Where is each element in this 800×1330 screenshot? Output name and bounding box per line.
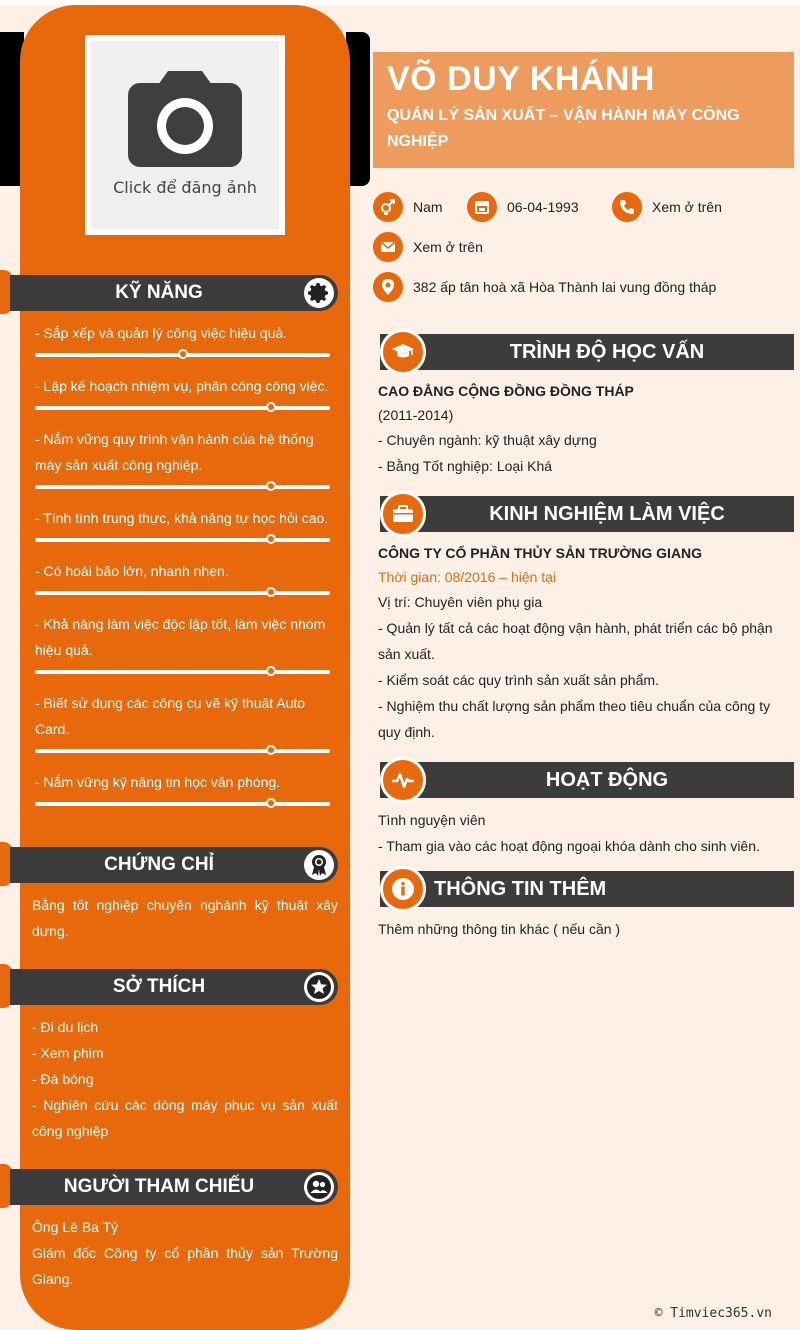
references-title: NGƯỜI THAM CHIẾU bbox=[63, 1176, 255, 1197]
gender-icon bbox=[373, 192, 403, 222]
email-icon bbox=[373, 232, 403, 262]
candidate-name: VÕ DUY KHÁNH bbox=[387, 60, 655, 98]
skill-level-knob[interactable] bbox=[266, 745, 276, 755]
skill-item: - Nắm vững kỹ năng tin học văn phòng. bbox=[35, 774, 281, 790]
hobby-item: - Xem phim bbox=[32, 1045, 104, 1061]
certificate-text: Bằng tốt nghiệp chuyên nghành kỹ thuật xây dựng. bbox=[32, 897, 338, 939]
certificates-heading bbox=[10, 847, 338, 883]
experience-period: Thời gian: 08/2016 – hiện tại bbox=[378, 569, 557, 585]
skill-level-bar bbox=[35, 538, 330, 542]
experience-position: Vị trí: Chuyên viên phụ gia bbox=[378, 594, 543, 610]
camera-icon bbox=[128, 69, 242, 169]
avatar-upload[interactable] bbox=[85, 35, 285, 235]
upload-photo-label[interactable]: Click để đăng ảnh bbox=[113, 178, 257, 197]
skill-level-bar bbox=[35, 406, 330, 410]
additional-text: Thêm những thông tin khác ( nếu cần ) bbox=[378, 921, 621, 937]
activities-role: Tình nguyện viên bbox=[378, 812, 486, 828]
reference-name: Ông Lê Ba Tỷ bbox=[32, 1219, 119, 1235]
skill-level-knob[interactable] bbox=[266, 587, 276, 597]
education-heading: TRÌNH ĐỘ HỌC VẤN bbox=[380, 334, 794, 370]
skill-level-bar bbox=[35, 670, 330, 674]
address-value: 382 ấp tân hoà xã Hòa Thành lai vung đồng tháp bbox=[413, 279, 717, 295]
additional-heading: THÔNG TIN THÊM bbox=[380, 871, 794, 907]
skill-item: - Lập kế hoạch nhiệm vụ, phân công công việc. bbox=[35, 378, 329, 394]
skill-item: - Khả năng làm việc độc lập tốt, làm việc nhóm hiệu quả. bbox=[35, 616, 326, 658]
activities-detail: - Tham gia vào các hoạt động ngoại khóa dành cho sinh viên. bbox=[378, 838, 760, 854]
hobbies-heading bbox=[10, 969, 338, 1005]
skill-level-bar bbox=[35, 485, 330, 489]
skill-level-knob[interactable] bbox=[266, 666, 276, 676]
experience-company: CÔNG TY CỔ PHẦN THỦY SẢN TRƯỜNG GIANG bbox=[378, 545, 703, 561]
skill-item: - Có hoài bão lớn, nhanh nhẹn. bbox=[35, 563, 229, 579]
pulse-icon bbox=[380, 757, 426, 803]
experience-duty: - Quản lý tất cả các hoạt động vận hành, phát triển các bộ phận sản xuất. bbox=[378, 620, 773, 662]
certificates-title: CHỨNG CHỈ bbox=[104, 854, 214, 875]
hobby-item: - Đá bóng bbox=[32, 1071, 94, 1087]
experience-duty: - Nghiệm thu chất lượng sản phẩm theo tiêu chuẩn của công ty quy định. bbox=[378, 698, 771, 740]
info-icon bbox=[380, 866, 426, 912]
skill-level-knob[interactable] bbox=[178, 349, 188, 359]
education-period: (2011-2014) bbox=[378, 407, 454, 423]
skill-item: - Tính tình trung thực, khả năng tự học hỏi cao. bbox=[35, 510, 329, 526]
skills-title: KỸ NĂNG bbox=[115, 282, 203, 303]
phone-value: Xem ở trên bbox=[652, 199, 722, 215]
hobby-item: - Đi du lịch bbox=[32, 1019, 99, 1035]
candidate-role: QUẢN LÝ SẢN XUẤT – VẬN HÀNH MÁY CÔNG NGHIỆP bbox=[387, 107, 740, 150]
skill-level-bar bbox=[35, 749, 330, 753]
experience-heading: KINH NGHIỆM LÀM VIỆC bbox=[380, 496, 794, 532]
education-school: CAO ĐẲNG CỘNG ĐỒNG ĐỒNG THÁP bbox=[378, 383, 634, 399]
education-major: - Chuyên ngành: kỹ thuật xây dựng bbox=[378, 432, 597, 448]
skill-item: - Nắm vững quy trình vận hành của hệ thống máy sản xuất công nghiệp. bbox=[35, 431, 314, 473]
award-icon bbox=[304, 850, 334, 880]
skill-level-bar bbox=[35, 353, 330, 357]
email-value: Xem ở trên bbox=[413, 239, 483, 255]
skill-level-knob[interactable] bbox=[266, 481, 276, 491]
education-degree: - Bằng Tốt nghiệp: Loại Khá bbox=[378, 458, 553, 474]
skill-level-bar bbox=[35, 802, 330, 806]
skill-item: - Biết sử dụng các công cụ vẽ kỹ thuật Auto Card. bbox=[35, 695, 306, 737]
hobby-item: - Nghiên cứu các dòng máy phục vụ sản xuất công nghiệp bbox=[32, 1097, 338, 1139]
skills-heading bbox=[10, 275, 338, 311]
location-icon bbox=[373, 272, 403, 302]
name-header bbox=[373, 52, 794, 168]
star-icon bbox=[304, 972, 334, 1002]
birthday-value: 06-04-1993 bbox=[507, 199, 579, 215]
calendar-icon bbox=[467, 192, 497, 222]
footer-credit: © Timviec365.vn bbox=[654, 1306, 772, 1321]
briefcase-icon bbox=[380, 491, 426, 537]
gender-value: Nam bbox=[413, 199, 443, 215]
gear-icon bbox=[304, 278, 334, 308]
skill-level-bar bbox=[35, 591, 330, 595]
hobbies-title: SỞ THÍCH bbox=[112, 976, 206, 997]
skill-level-knob[interactable] bbox=[266, 402, 276, 412]
activities-heading: HOẠT ĐỘNG bbox=[380, 762, 794, 798]
phone-icon bbox=[612, 192, 642, 222]
skill-item: - Sắp xếp và quản lý công việc hiệu quả. bbox=[35, 325, 288, 341]
references-heading bbox=[10, 1169, 338, 1205]
graduation-cap-icon bbox=[380, 329, 426, 375]
users-icon bbox=[304, 1172, 334, 1202]
skill-level-knob[interactable] bbox=[266, 798, 276, 808]
experience-duty: - Kiểm soát các quy trình sản xuất sản phẩm. bbox=[378, 672, 659, 688]
skill-level-knob[interactable] bbox=[266, 534, 276, 544]
reference-position: Giám đốc Công ty cổ phần thủy sản Trường Giang. bbox=[32, 1245, 338, 1287]
